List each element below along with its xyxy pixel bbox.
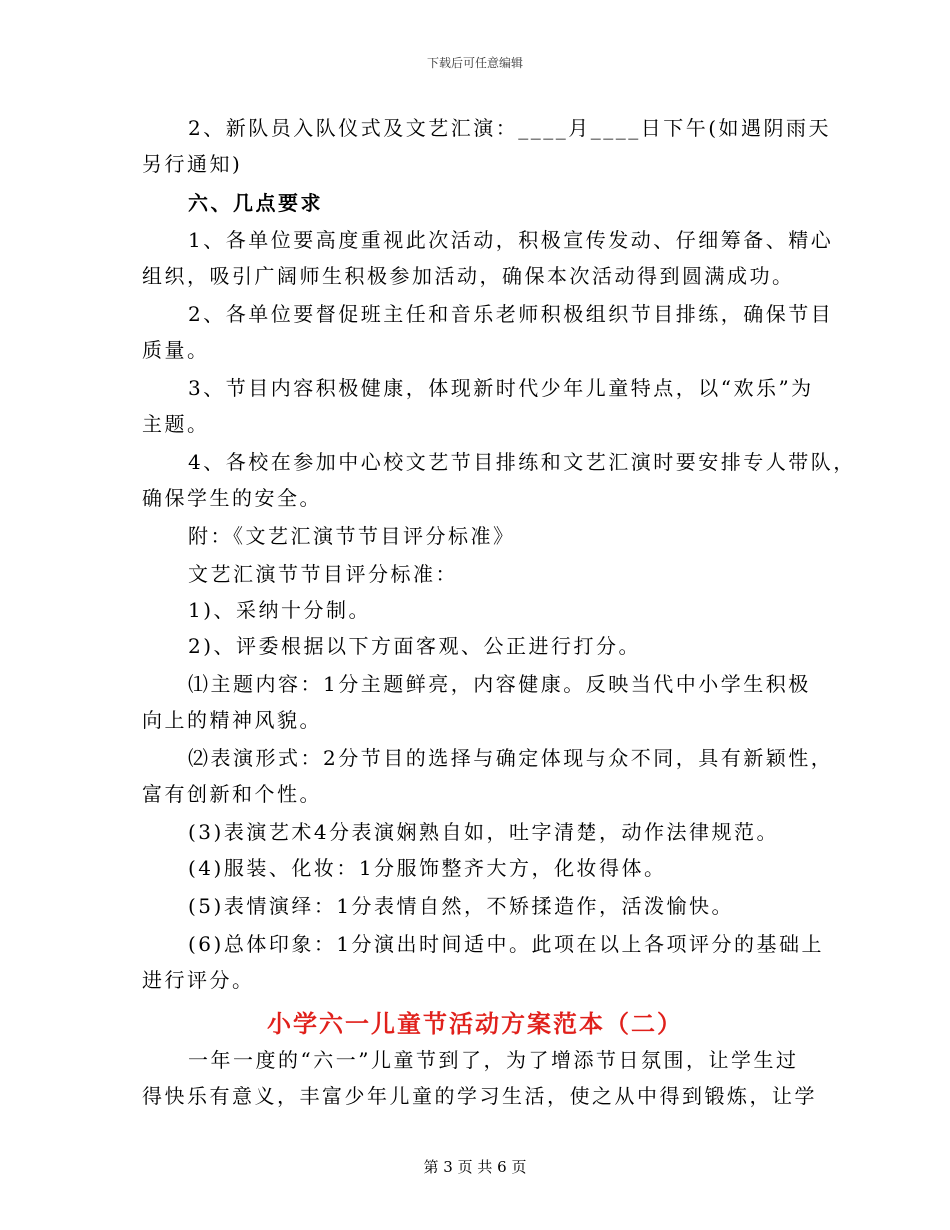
paragraph-line: 一年一度的“六一”儿童节到了，为了增添节日氛围，让学生过 xyxy=(188,1048,799,1072)
paragraph-line: 得快乐有意义，丰富少年儿童的学习生活，使之从中得到锻炼，让学 xyxy=(142,1084,817,1108)
criteria-line: (6)总体印象：1分演出时间适中。此项在以上各项评分的基础上 xyxy=(188,932,825,956)
paragraph-line: 质量。 xyxy=(142,338,210,362)
attachment-line: 附：《文艺汇演节节目评分标准》 xyxy=(188,524,516,548)
section-heading: 六、几点要求 xyxy=(188,191,323,215)
paragraph-line: 2、各单位要督促班主任和音乐老师积极组织节目排练，确保节目 xyxy=(188,302,834,326)
criteria-line: 进行评分。 xyxy=(142,968,255,992)
criteria-line: ⑵表演形式：2分节目的选择与确定体现与众不同，具有新颖性， xyxy=(188,746,834,770)
paragraph-line: 主题。 xyxy=(142,412,210,436)
section-title: 小学六一儿童节活动方案范本（二） xyxy=(267,1009,683,1038)
criteria-line: (4)服装、化妆：1分服饰整齐大方，化妆得体。 xyxy=(188,856,667,880)
page-footer: 第 3 页 共 6 页 xyxy=(423,1158,527,1176)
criteria-line: 向上的精神风貌。 xyxy=(142,708,322,732)
criteria-line: (3)表演艺术4分表演娴熟自如，吐字清楚，动作法律规范。 xyxy=(188,820,780,844)
paragraph-line: 1、各单位要高度重视此次活动，积极宣传发动、仔细筹备、精心 xyxy=(188,228,834,252)
paragraph-line: 4、各校在参加中心校文艺节目排练和文艺汇演时要安排专人带队， xyxy=(188,450,856,474)
standard-title: 文艺汇演节节目评分标准： xyxy=(188,562,458,586)
paragraph-line: 2、新队员入队仪式及文艺汇演：____月____日下午(如遇阴雨天 xyxy=(188,116,832,140)
paragraph-line: 确保学生的安全。 xyxy=(142,486,322,510)
paragraph-line: 3、节目内容积极健康，体现新时代少年儿童特点，以“欢乐”为 xyxy=(188,376,814,400)
criteria-line: (5)表情演绎：1分表情自然，不矫揉造作，活泼愉快。 xyxy=(188,894,735,918)
paragraph-line: 组织，吸引广阔师生积极参加活动，确保本次活动得到圆满成功。 xyxy=(142,264,795,288)
standard-item: 1)、采纳十分制。 xyxy=(188,598,372,622)
page-header: 下载后可任意编辑 xyxy=(426,56,523,70)
standard-item: 2)、评委根据以下方面客观、公正进行打分。 xyxy=(188,634,642,658)
paragraph-line: 另行通知) xyxy=(142,152,243,176)
criteria-line: 富有创新和个性。 xyxy=(142,782,322,806)
criteria-line: ⑴主题内容：1分主题鲜亮，内容健康。反映当代中小学生积极 xyxy=(188,672,811,696)
